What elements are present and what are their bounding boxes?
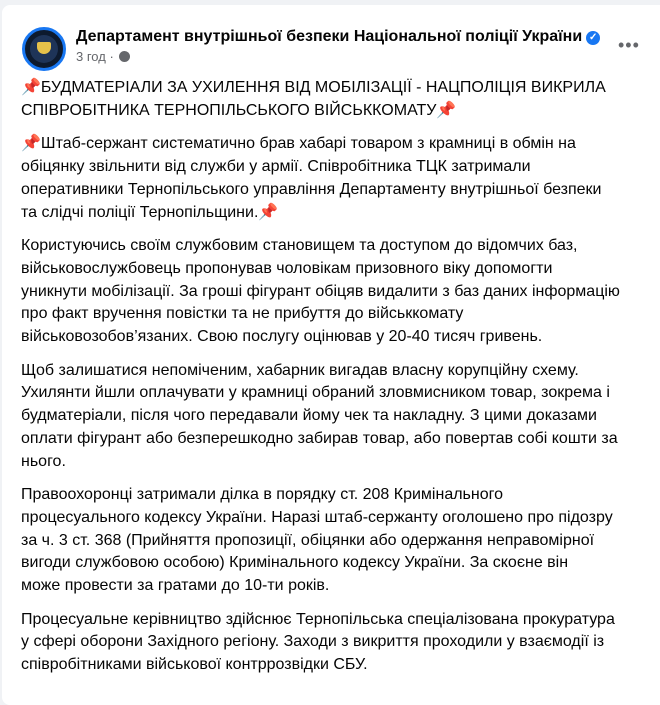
- paragraph-line: обіцянку звільнити від служби у армії. Співробітника ТЦК затримали: [21, 158, 531, 176]
- paragraph-line: будматеріали, після чого передавали йому чек та накладну. З цими доказами: [21, 407, 597, 425]
- post-card: [2, 5, 660, 705]
- paragraph-line: вигоди службовою особою) Кримінального кодексу України. За скоєне він: [21, 554, 569, 572]
- paragraph-line: за ч. 3 ст. 368 (Прийняття пропозиції, обіцянки або одержання неправомірної: [21, 531, 595, 549]
- post-paragraph: [21, 360, 660, 474]
- paragraph-line: у сфері оборони Західного регіону. Заходи з викриття проходили у взаємодії із: [21, 633, 605, 651]
- post-paragraph: [21, 484, 660, 598]
- verified-badge-icon: ✓: [586, 31, 600, 45]
- post-meta: [76, 49, 130, 64]
- paragraph-line: СПІВРОБІТНИКА ТЕРНОПІЛЬСЬКОГО ВІЙСЬККОМАТУ📌: [21, 101, 457, 119]
- paragraph-line: Правоохоронці затримали ділка в порядку ст. 208 Кримінального: [21, 486, 504, 504]
- paragraph-line: Процесуальне керівництво здійснює Тернопільська спеціалізована прокуратура: [21, 610, 615, 628]
- paragraph-line: військовослужбовець пропонував чоловікам призовного віку допомогти: [21, 259, 553, 277]
- author-name[interactable]: Департамент внутрішньої безпеки Національної поліції України: [76, 28, 583, 45]
- paragraph-line: Ухилянти йшли оплачувати у крамниці обраний зловмисником товар, зокрема і: [21, 384, 610, 402]
- paragraph-line: може провести за гратами до 10-ти років.: [21, 577, 330, 595]
- paragraph-line: процесуального кодексу України. Наразі штаб-сержанту оголошено про підозру: [21, 508, 613, 526]
- paragraph-line: 📌Штаб-сержант систематично брав хабарі товаром з крамниці в обмін на: [21, 135, 576, 153]
- paragraph-line: нього.: [21, 452, 66, 470]
- paragraph-line: та слідчі поліції Тернопільщини.📌: [21, 203, 279, 221]
- paragraph-line: Щоб залишатися непоміченим, хабарник вигадав власну корупційну схему.: [21, 361, 579, 379]
- paragraph-line: військовозобов’язаних. Свою послугу оцінював у 20-40 тисяч гривень.: [21, 328, 543, 346]
- more-options-button[interactable]: •••: [618, 35, 640, 55]
- paragraph-line: співробітниками військової контррозвідки СБУ.: [21, 656, 368, 674]
- post-paragraph: [21, 133, 660, 224]
- paragraph-line: оперативники Тернопільського управління Департаменту внутрішньої безпеки: [21, 180, 602, 198]
- page-avatar[interactable]: [22, 27, 66, 71]
- paragraph-line: уникнути мобілізації. За гроші фігурант обіцяв видалити з баз даних інформацію: [21, 282, 620, 300]
- post-paragraph: [21, 235, 660, 349]
- meta-separator: ·: [109, 49, 114, 64]
- post-paragraph: [21, 609, 660, 677]
- paragraph-line: про факт вручення повістки та не прибуття до військкомату: [21, 305, 464, 323]
- paragraph-line: 📌БУДМАТЕРІАЛИ ЗА УХИЛЕННЯ ВІД МОБІЛІЗАЦІЇ - НАЦПОЛІЦІЯ ВИКРИЛА: [21, 79, 606, 96]
- author-row: [76, 28, 600, 46]
- post-time[interactable]: 3 год: [76, 49, 106, 64]
- globe-icon: [119, 51, 130, 62]
- post-text: [21, 77, 660, 688]
- post-paragraph: [21, 77, 660, 122]
- paragraph-line: Користуючись своїм службовим становищем та доступом до відомчих баз,: [21, 237, 578, 255]
- paragraph-line: оплати фігурант або безперешкодно забирав товар, або повертав собі кошти за: [21, 429, 618, 447]
